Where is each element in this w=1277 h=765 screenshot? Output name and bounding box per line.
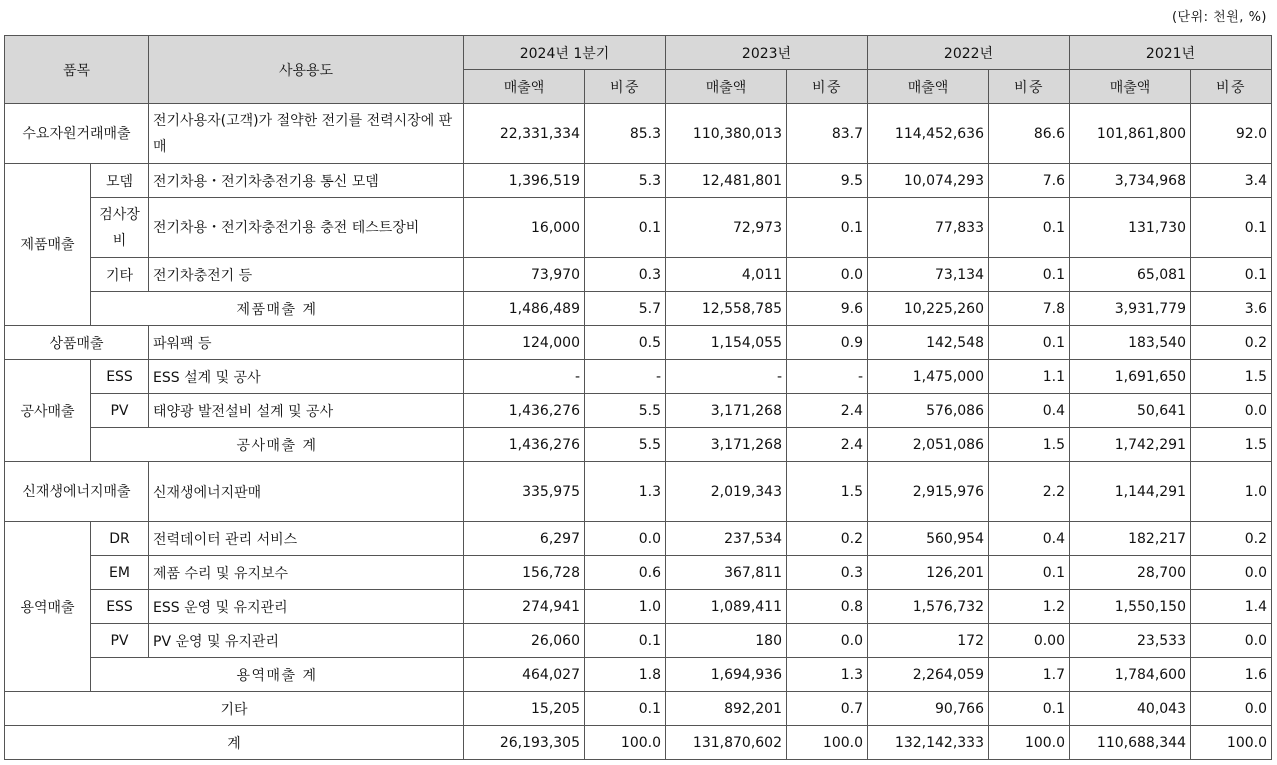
ratio-cell: 2.4 xyxy=(787,428,868,462)
ratio-cell: 9.6 xyxy=(787,292,868,326)
usage-text: 태양광 발전설비 설계 및 공사 xyxy=(149,394,464,428)
sales-cell: 3,171,268 xyxy=(666,428,787,462)
ratio-cell: 0.0 xyxy=(1191,624,1272,658)
table-row xyxy=(5,726,1272,760)
sales-cell: 10,225,260 xyxy=(868,292,989,326)
sales-cell: 1,691,650 xyxy=(1070,360,1191,394)
ratio-cell: 0.1 xyxy=(585,692,666,726)
ratio-cell: - xyxy=(787,360,868,394)
header-ratio: 비중 xyxy=(1191,70,1272,104)
sales-cell: 12,558,785 xyxy=(666,292,787,326)
sales-cell: 274,941 xyxy=(464,590,585,624)
sales-cell: 15,205 xyxy=(464,692,585,726)
table-row xyxy=(5,258,1272,292)
ratio-cell: 5.5 xyxy=(585,394,666,428)
table-row xyxy=(5,428,1272,462)
sales-cell: 464,027 xyxy=(464,658,585,692)
ratio-cell: 1.5 xyxy=(1191,360,1272,394)
unit-note: (단위: 천원, %) xyxy=(1171,10,1267,25)
table-row xyxy=(5,326,1272,360)
ratio-cell: - xyxy=(585,360,666,394)
sales-cell: 1,154,055 xyxy=(666,326,787,360)
sales-cell: 26,060 xyxy=(464,624,585,658)
ratio-cell: 0.3 xyxy=(585,258,666,292)
header-item: 품목 xyxy=(5,36,149,104)
ratio-cell: 0.2 xyxy=(787,522,868,556)
sales-cell: 124,000 xyxy=(464,326,585,360)
usage-text: 전기차용・전기차충전기용 통신 모뎀 xyxy=(149,164,464,198)
ratio-cell: 0.4 xyxy=(989,522,1070,556)
ratio-cell: 0.1 xyxy=(1191,198,1272,258)
usage-text: ESS 설계 및 공사 xyxy=(149,360,464,394)
sales-cell: 1,550,150 xyxy=(1070,590,1191,624)
ratio-cell: 0.7 xyxy=(787,692,868,726)
sales-cell: 892,201 xyxy=(666,692,787,726)
ratio-cell: 1.3 xyxy=(787,658,868,692)
sales-cell: 50,641 xyxy=(1070,394,1191,428)
ratio-cell: 100.0 xyxy=(1191,726,1272,760)
sales-cell: 2,264,059 xyxy=(868,658,989,692)
ratio-cell: 85.3 xyxy=(585,104,666,164)
etc-label: 기타 xyxy=(5,692,464,726)
ratio-cell: 92.0 xyxy=(1191,104,1272,164)
sales-cell: 2,915,976 xyxy=(868,462,989,522)
sales-cell: 131,730 xyxy=(1070,198,1191,258)
sub-item-label: PV xyxy=(91,624,149,658)
sales-cell: 183,540 xyxy=(1070,326,1191,360)
sales-cell: 40,043 xyxy=(1070,692,1191,726)
ratio-cell: 3.4 xyxy=(1191,164,1272,198)
ratio-cell: 0.0 xyxy=(1191,692,1272,726)
sales-cell: 1,396,519 xyxy=(464,164,585,198)
sales-cell: 12,481,801 xyxy=(666,164,787,198)
header-period: 2021년 xyxy=(1070,36,1272,70)
sub-item-label: DR xyxy=(91,522,149,556)
header-sales: 매출액 xyxy=(1070,70,1191,104)
sales-cell: 131,870,602 xyxy=(666,726,787,760)
sales-cell: 114,452,636 xyxy=(868,104,989,164)
sub-item-label: 기타 xyxy=(91,258,149,292)
sub-item-label: EM xyxy=(91,556,149,590)
sales-cell: 101,861,800 xyxy=(1070,104,1191,164)
ratio-cell: 2.4 xyxy=(787,394,868,428)
sales-cell: 2,051,086 xyxy=(868,428,989,462)
group-label-construction: 공사매출 xyxy=(5,360,91,462)
header-period: 2024년 1분기 xyxy=(464,36,666,70)
group-label-service: 용역매출 xyxy=(5,522,91,692)
sales-cell: 110,688,344 xyxy=(1070,726,1191,760)
ratio-cell: 100.0 xyxy=(787,726,868,760)
sub-item-label: 모뎀 xyxy=(91,164,149,198)
ratio-cell: 1.8 xyxy=(585,658,666,692)
table-row xyxy=(5,360,1272,394)
sales-cell: 172 xyxy=(868,624,989,658)
ratio-cell: 0.1 xyxy=(787,198,868,258)
sales-cell: 3,171,268 xyxy=(666,394,787,428)
usage-text: 전기사용자(고객)가 절약한 전기를 전력시장에 판매 xyxy=(149,104,464,164)
subtotal-label: 공사매출 계 xyxy=(91,428,464,462)
total-label: 계 xyxy=(5,726,464,760)
group-label-goods: 상품매출 xyxy=(5,326,149,360)
sales-cell: 560,954 xyxy=(868,522,989,556)
sales-cell: 182,217 xyxy=(1070,522,1191,556)
ratio-cell: 1.5 xyxy=(989,428,1070,462)
usage-text: 신재생에너지판매 xyxy=(149,462,464,522)
ratio-cell: 0.6 xyxy=(585,556,666,590)
sales-cell: 576,086 xyxy=(868,394,989,428)
sales-cell: 180 xyxy=(666,624,787,658)
sales-cell: 6,297 xyxy=(464,522,585,556)
ratio-cell: 0.1 xyxy=(989,556,1070,590)
sales-cell: 28,700 xyxy=(1070,556,1191,590)
ratio-cell: 5.7 xyxy=(585,292,666,326)
ratio-cell: 0.9 xyxy=(787,326,868,360)
sales-cell: 335,975 xyxy=(464,462,585,522)
sales-cell: 26,193,305 xyxy=(464,726,585,760)
header-sales: 매출액 xyxy=(464,70,585,104)
table-row xyxy=(5,462,1272,522)
ratio-cell: 1.7 xyxy=(989,658,1070,692)
ratio-cell: 83.7 xyxy=(787,104,868,164)
revenue-table xyxy=(4,35,1272,760)
sales-cell: 367,811 xyxy=(666,556,787,590)
ratio-cell: 1.1 xyxy=(989,360,1070,394)
usage-text: 제품 수리 및 유지보수 xyxy=(149,556,464,590)
sales-cell: 1,089,411 xyxy=(666,590,787,624)
ratio-cell: 1.0 xyxy=(1191,462,1272,522)
ratio-cell: 0.1 xyxy=(989,258,1070,292)
sales-cell: - xyxy=(666,360,787,394)
sales-cell: 90,766 xyxy=(868,692,989,726)
table-row xyxy=(5,692,1272,726)
sales-cell: 237,534 xyxy=(666,522,787,556)
ratio-cell: 0.8 xyxy=(787,590,868,624)
sales-cell: 77,833 xyxy=(868,198,989,258)
subtotal-label: 제품매출 계 xyxy=(91,292,464,326)
ratio-cell: 0.1 xyxy=(989,198,1070,258)
ratio-cell: 0.0 xyxy=(585,522,666,556)
header-usage: 사용용도 xyxy=(149,36,464,104)
sales-cell: 10,074,293 xyxy=(868,164,989,198)
sub-item-label: ESS xyxy=(91,590,149,624)
ratio-cell: 0.1 xyxy=(585,624,666,658)
ratio-cell: 1.3 xyxy=(585,462,666,522)
header-period: 2022년 xyxy=(868,36,1070,70)
sales-cell: 73,970 xyxy=(464,258,585,292)
sub-item-label: PV xyxy=(91,394,149,428)
ratio-cell: 7.8 xyxy=(989,292,1070,326)
sales-cell: 1,475,000 xyxy=(868,360,989,394)
ratio-cell: 0.1 xyxy=(989,692,1070,726)
ratio-cell: 3.6 xyxy=(1191,292,1272,326)
sales-cell: 132,142,333 xyxy=(868,726,989,760)
table-row xyxy=(5,590,1272,624)
table-row xyxy=(5,292,1272,326)
table-row xyxy=(5,658,1272,692)
sales-cell: 23,533 xyxy=(1070,624,1191,658)
ratio-cell: 7.6 xyxy=(989,164,1070,198)
ratio-cell: 0.2 xyxy=(1191,326,1272,360)
ratio-cell: 0.0 xyxy=(787,258,868,292)
ratio-cell: 0.1 xyxy=(585,198,666,258)
usage-text: ESS 운영 및 유지관리 xyxy=(149,590,464,624)
table-row xyxy=(5,556,1272,590)
header-ratio: 비중 xyxy=(989,70,1070,104)
ratio-cell: 1.5 xyxy=(1191,428,1272,462)
table-row xyxy=(5,522,1272,556)
ratio-cell: 1.5 xyxy=(787,462,868,522)
ratio-cell: 0.4 xyxy=(989,394,1070,428)
ratio-cell: 1.0 xyxy=(585,590,666,624)
header-ratio: 비중 xyxy=(585,70,666,104)
ratio-cell: 0.1 xyxy=(1191,258,1272,292)
sales-cell: 156,728 xyxy=(464,556,585,590)
table-row xyxy=(5,104,1272,164)
sales-cell: 65,081 xyxy=(1070,258,1191,292)
sales-cell: 73,134 xyxy=(868,258,989,292)
ratio-cell: 0.2 xyxy=(1191,522,1272,556)
sales-cell: 1,576,732 xyxy=(868,590,989,624)
sales-cell: 126,201 xyxy=(868,556,989,590)
sales-cell: 3,931,779 xyxy=(1070,292,1191,326)
table-row xyxy=(5,164,1272,198)
sales-cell: 72,973 xyxy=(666,198,787,258)
usage-text: 전력데이터 관리 서비스 xyxy=(149,522,464,556)
sales-cell: 2,019,343 xyxy=(666,462,787,522)
sub-item-label: 검사장비 xyxy=(91,198,149,258)
sales-cell: 1,742,291 xyxy=(1070,428,1191,462)
usage-text: 전기차충전기 등 xyxy=(149,258,464,292)
ratio-cell: 1.6 xyxy=(1191,658,1272,692)
header-sales: 매출액 xyxy=(666,70,787,104)
ratio-cell: 100.0 xyxy=(585,726,666,760)
sales-cell: 4,011 xyxy=(666,258,787,292)
header-ratio: 비중 xyxy=(787,70,868,104)
sales-cell: 1,784,600 xyxy=(1070,658,1191,692)
sales-cell: - xyxy=(464,360,585,394)
sales-cell: 1,694,936 xyxy=(666,658,787,692)
sales-cell: 1,436,276 xyxy=(464,428,585,462)
table-row xyxy=(5,394,1272,428)
sub-item-label: ESS xyxy=(91,360,149,394)
ratio-cell: 5.5 xyxy=(585,428,666,462)
header-sales: 매출액 xyxy=(868,70,989,104)
sales-cell: 110,380,013 xyxy=(666,104,787,164)
sales-cell: 1,486,489 xyxy=(464,292,585,326)
group-label-product: 제품매출 xyxy=(5,164,91,326)
ratio-cell: 1.4 xyxy=(1191,590,1272,624)
ratio-cell: 0.0 xyxy=(787,624,868,658)
sales-cell: 1,144,291 xyxy=(1070,462,1191,522)
ratio-cell: 0.0 xyxy=(1191,394,1272,428)
usage-text: 전기차용・전기차충전기용 충전 테스트장비 xyxy=(149,198,464,258)
sales-cell: 1,436,276 xyxy=(464,394,585,428)
subtotal-label: 용역매출 계 xyxy=(91,658,464,692)
sales-cell: 16,000 xyxy=(464,198,585,258)
ratio-cell: 0.3 xyxy=(787,556,868,590)
usage-text: 파워팩 등 xyxy=(149,326,464,360)
table-row xyxy=(5,624,1272,658)
header-period: 2023년 xyxy=(666,36,868,70)
ratio-cell: 0.0 xyxy=(1191,556,1272,590)
sales-cell: 142,548 xyxy=(868,326,989,360)
ratio-cell: 86.6 xyxy=(989,104,1070,164)
ratio-cell: 0.00 xyxy=(989,624,1070,658)
group-label-renewable: 신재생에너지매출 xyxy=(5,462,149,522)
ratio-cell: 100.0 xyxy=(989,726,1070,760)
ratio-cell: 9.5 xyxy=(787,164,868,198)
sales-cell: 3,734,968 xyxy=(1070,164,1191,198)
ratio-cell: 5.3 xyxy=(585,164,666,198)
usage-text: PV 운영 및 유지관리 xyxy=(149,624,464,658)
ratio-cell: 2.2 xyxy=(989,462,1070,522)
ratio-cell: 0.1 xyxy=(989,326,1070,360)
sales-cell: 22,331,334 xyxy=(464,104,585,164)
ratio-cell: 0.5 xyxy=(585,326,666,360)
ratio-cell: 1.2 xyxy=(989,590,1070,624)
group-label-demand: 수요자원거래매출 xyxy=(5,104,149,164)
table-row xyxy=(5,198,1272,258)
